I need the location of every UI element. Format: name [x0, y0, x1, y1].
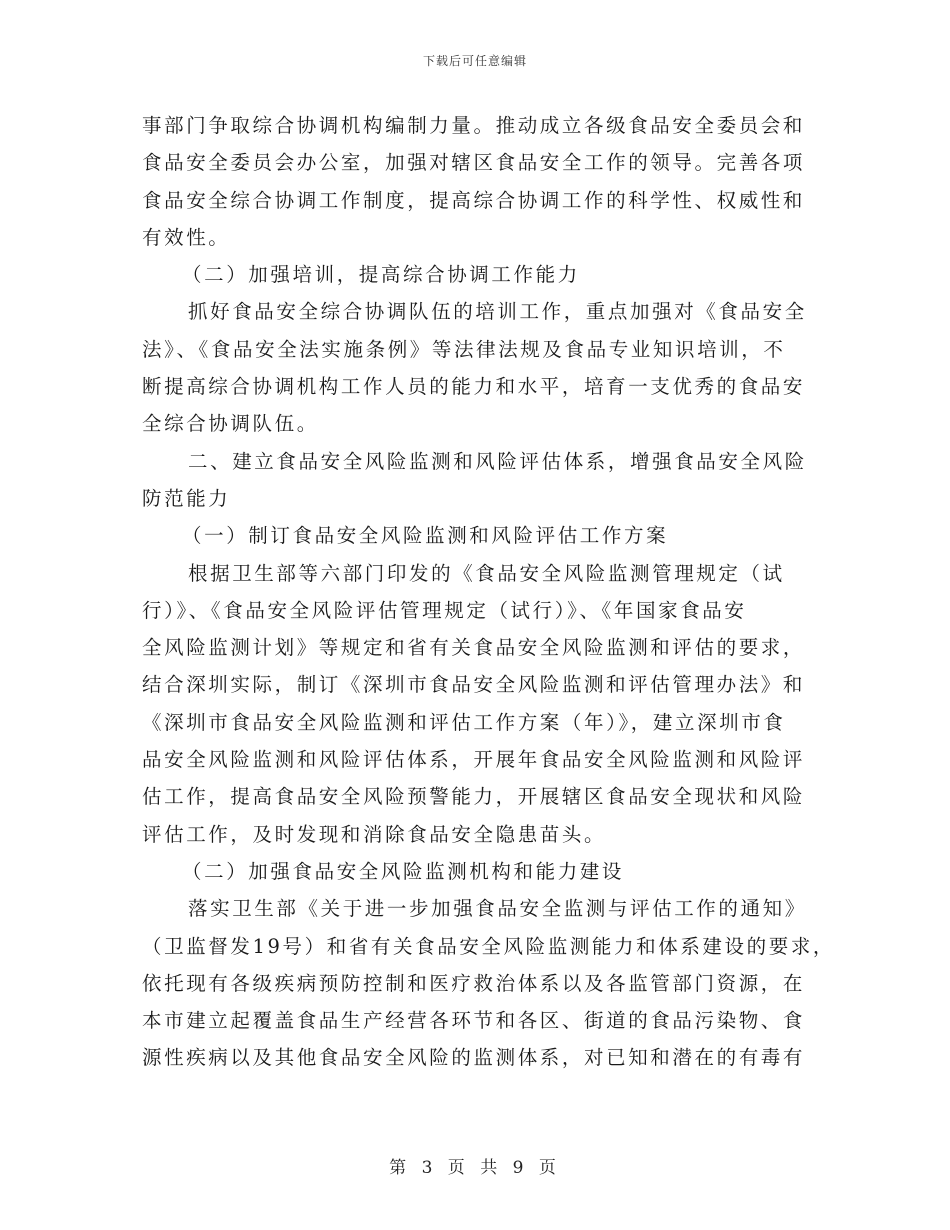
paragraph-line: 品安全风险监测和风险评估体系，开展年食品安全风险监测和风险评	[142, 748, 806, 772]
section-heading: （一）制订食品安全风险监测和风险评估工作方案	[182, 524, 669, 548]
document-body	[142, 107, 836, 1077]
paragraph-line: 有效性。	[142, 225, 231, 249]
paragraph-line: 《深圳市食品安全风险监测和评估工作方案（年）》，建立深圳市食	[142, 710, 786, 734]
paragraph-line: 全风险监测计划》等规定和省有关食品安全风险监测和评估的要求，	[142, 636, 806, 660]
section-heading: （二）加强食品安全风险监测机构和能力建设	[182, 859, 625, 883]
section-heading-continued: 防范能力	[142, 486, 231, 510]
paragraph-line: 根据卫生部等六部门印发的《食品安全风险监测管理规定（试	[188, 561, 785, 585]
paragraph-line: 事部门争取综合协调机构编制力量。推动成立各级食品安全委员会和	[142, 114, 806, 137]
section-heading: （二）加强培训，提高综合协调工作能力	[182, 263, 580, 287]
paragraph-line: 估工作，提高食品安全风险预警能力，开展辖区食品安全现状和风险	[142, 785, 806, 809]
paragraph-line: 抓好食品安全综合协调队伍的培训工作，重点加强对《食品安全	[188, 300, 807, 324]
paragraph-line: 源性疾病以及其他食品安全风险的监测体系，对已知和潜在的有毒有	[142, 1046, 806, 1070]
page-header-note: 下载后可任意编辑	[422, 54, 527, 68]
paragraph-line: 断提高综合协调机构工作人员的能力和水平，培育一支优秀的食品安	[142, 375, 806, 399]
paragraph-line: 法》、《食品安全法实施条例》等法律法规及食品专业知识培训，不	[142, 337, 786, 361]
paragraph-line: 依托现有各级疾病预防控制和医疗救治体系以及各监管部门资源，在	[142, 971, 806, 995]
paragraph-line: 食品安全委员会办公室，加强对辖区食品安全工作的领导。完善各项	[142, 151, 806, 175]
section-heading: 二、建立食品安全风险监测和风险评估体系，增强食品安全风险	[188, 449, 807, 473]
paragraph-line: 落实卫生部《关于进一步加强食品安全监测与评估工作的通知》	[188, 897, 807, 921]
paragraph-line: 结合深圳实际，制订《深圳市食品安全风险监测和评估管理办法》和	[142, 673, 806, 697]
paragraph-line: 评估工作，及时发现和消除食品安全隐患苗头。	[142, 822, 607, 846]
paragraph-line: 食品安全综合协调工作制度，提高综合协调工作的科学性、权威性和	[142, 188, 806, 212]
page-number-footer: 第 3 页 共 9 页	[389, 1158, 561, 1178]
paragraph-line: 本市建立起覆盖食品生产经营各环节和各区、街道的食品污染物、食	[142, 1009, 806, 1033]
paragraph-line: （卫监督发19号）和省有关食品安全风险监测能力和体系建设的要求，	[142, 934, 836, 958]
paragraph-line: 全综合协调队伍。	[142, 412, 319, 436]
paragraph-line: 行）》、《食品安全风险评估管理规定（试行）》、《年国家食品安	[142, 598, 747, 622]
